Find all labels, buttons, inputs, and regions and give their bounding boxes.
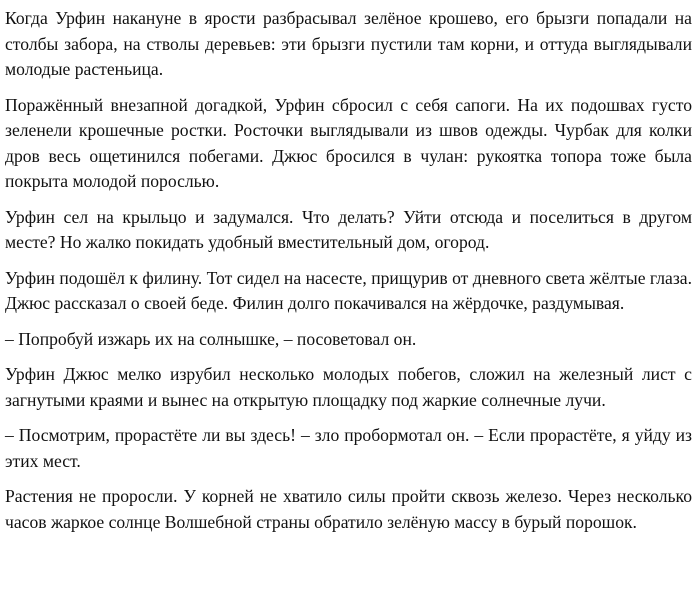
paragraph-4: Урфин подошёл к филину. Тот сидел на насесте, прищурив от дневного света жёлтые глаза. Джюс рассказал о своей беде. Филин долго покачивался на жёрдочке, раздумывая.: [5, 267, 692, 313]
paragraph-2: Поражённый внезапной догадкой, Урфин сбросил с себя сапоги. На их подошвах густо зеленели крошечные ростки. Росточки выглядывали из швов одежды. Чурбак для колки дров весь ощетинился побегами. Джюс бросился в чулан: рукоятка топора тоже была покрыта молодой порослью.: [5, 94, 692, 191]
paragraph-5: – Попробуй изжарь их на солнышке, – посоветовал он.: [5, 328, 417, 349]
paragraph-8: Растения не проросли. У корней не хватило силы пройти сквозь железо. Через несколько часов жаркое солнце Волшебной страны обратило зелёную массу в бурый порошок.: [5, 486, 692, 532]
paragraph-6: Урфин Джюс мелко изрубил несколько молодых побегов, сложил на железный лист с загнутыми краями и вынес на открытую площадку под жаркие солнечные лучи.: [5, 364, 692, 410]
paragraph-7: – Посмотрим, прорастёте ли вы здесь! – зло пробормотал он. – Если прорастёте, я уйду из этих мест.: [5, 425, 692, 471]
paragraph-1: Когда Урфин накануне в ярости разбрасывал зелёное крошево, его брызги попадали на столбы забора, на стволы деревьев: эти брызги пустили там корни, и оттуда выглядывали молодые растеньица.: [5, 8, 692, 79]
paragraph-3: Урфин сел на крыльцо и задумался. Что делать? Уйти отсюда и поселиться в другом месте? Но жалко покидать удобный вместительный дом, огород.: [5, 206, 692, 252]
